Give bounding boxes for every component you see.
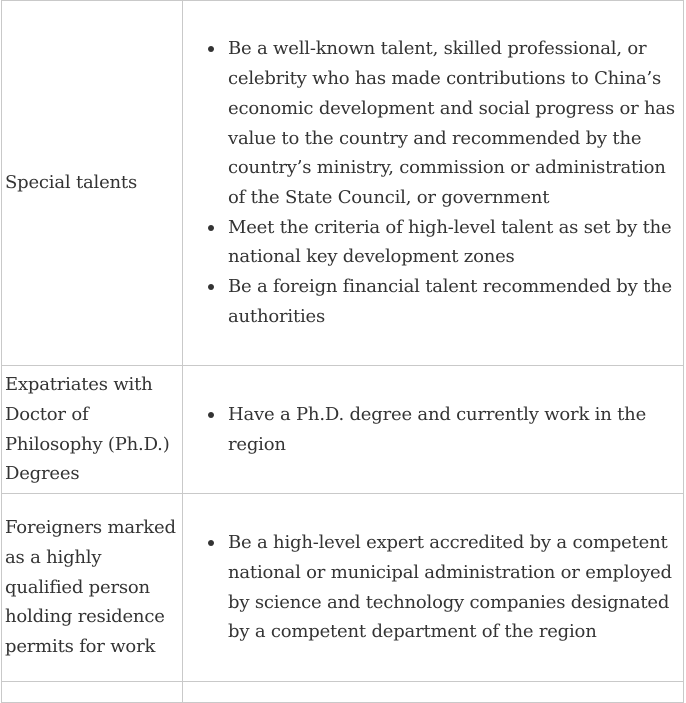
list-item: Be a high-level expert accredited by a competent national or municipal administration or employed by science and technology companies designated by a competent department of the region <box>228 528 683 647</box>
table-row <box>2 1 684 366</box>
category-cell: Special talents <box>2 1 183 366</box>
requirements-list <box>183 528 683 647</box>
list-item: Be a foreign financial talent recommended by the authorities <box>228 272 683 331</box>
requirements-cell <box>183 494 684 682</box>
list-item: Have a Ph.D. degree and currently work in the region <box>228 400 683 459</box>
category-cell-empty <box>2 682 183 703</box>
category-cell: Expatriates with Doctor of Philosophy (Ph.D.) Degrees <box>2 366 183 494</box>
table-row <box>2 494 684 682</box>
list-item: Meet the criteria of high-level talent as set by the national key development zones <box>228 213 683 272</box>
criteria-table <box>1 0 684 703</box>
category-cell: Foreigners marked as a highly qualified person holding residence permits for work <box>2 494 183 682</box>
requirements-list <box>183 400 683 459</box>
requirements-cell-empty <box>183 682 684 703</box>
requirements-cell <box>183 366 684 494</box>
table-row <box>2 682 684 703</box>
requirements-cell <box>183 1 684 366</box>
table-row <box>2 366 684 494</box>
list-item: Be a well-known talent, skilled professional, or celebrity who has made contributions to China’s economic development and social progress or has value to the country and recommended by the country’s ministry, commission or administration of the State Council, or government <box>228 34 683 212</box>
requirements-list <box>183 34 683 331</box>
